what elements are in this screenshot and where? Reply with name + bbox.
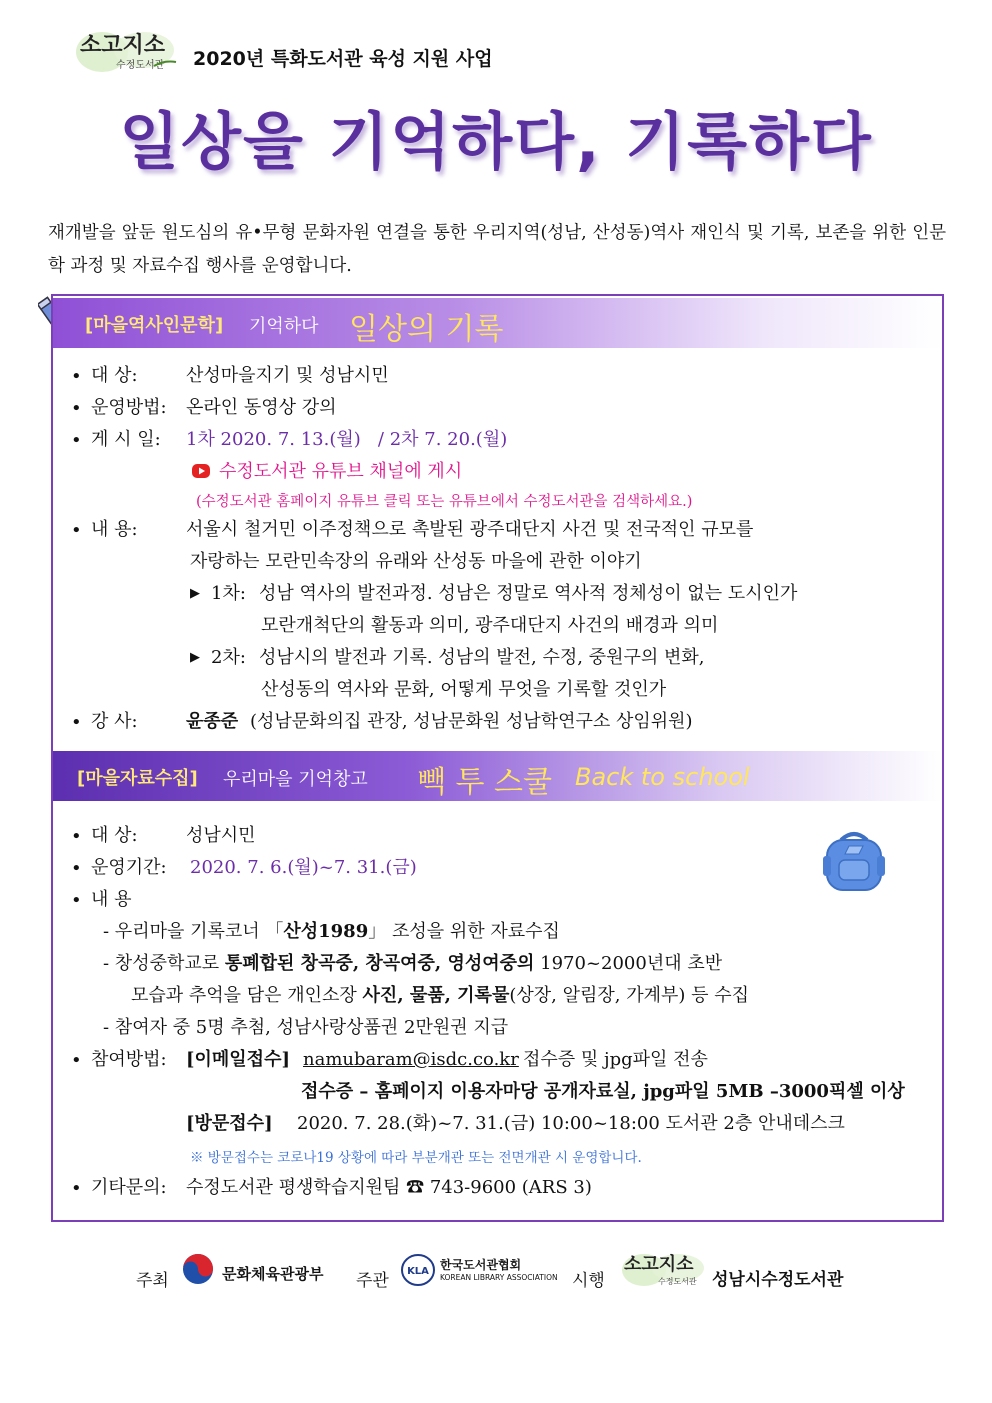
s1-c2-label: 2차: [211,647,246,668]
youtube-icon [191,463,211,483]
s1-c2-line2: 산성동의 역사와 문화, 어떻게 무엇을 기록할 것인가 [261,679,667,700]
taegeuk-icon [181,1252,215,1290]
s2-content-label: 내 용 [91,889,132,910]
bullet: • [71,366,82,387]
section2-header [53,751,942,801]
s2-target-label: 대 상: [91,825,138,846]
s2-target: 성남시민 [186,825,256,846]
s1-post-dates: 1차 2020. 7. 13.(월) / 2차 7. 20.(월) [186,429,508,450]
info-box [51,294,944,1222]
s1-c1-label: 1차: [211,583,246,604]
s1-method: 온라인 동영상 강의 [186,397,337,418]
s1-lecturer-info: (성남문화의집 관장, 성남문화원 성남학연구소 상임위원) [250,711,693,732]
s2-apply-label: 참여방법: [91,1049,167,1070]
s1-target-label: 대 상: [91,365,138,386]
host-name: 문화체육관광부 [222,1265,324,1283]
s1-content-1: 서울시 철거민 이주정책으로 촉발된 광주대단지 사건 및 전국적인 규모를 [186,519,754,540]
organizer-english: KOREAN LIBRARY ASSOCIATION [440,1273,558,1282]
operator-label: 시행 [572,1271,605,1291]
s2-email-tag: [이메일접수] [186,1049,290,1070]
bullet: • [71,712,82,733]
s1-c1-line2: 모란개척단의 활동과 의미, 광주대단지 사건의 배경과 의미 [261,615,719,636]
bullet: • [71,890,82,911]
s1-content-2: 자랑하는 모란민속장의 유래와 산성동 마을에 관한 이야기 [190,551,642,572]
host-label: 주최 [136,1271,169,1291]
s1-c2-line1: 성남시의 발전과 기록. 성남의 발전, 수정, 중원구의 변화, [259,647,705,668]
triangle-icon: ▶ [190,586,200,601]
section1-mid: 기억하다 [249,316,319,337]
s1-post-label: 게 시 일: [91,429,161,450]
youtube-note: (수정도서관 홈페이지 유튜브 클릭 또는 유튜브에서 수정도서관을 검색하세요.) [196,494,693,510]
library-logo [72,22,184,74]
intro-text: 재개발을 앞둔 원도심의 유•무형 문화자원 연결을 통한 우리지역(성남, 산성동)역사 재인식 및 기록, 보존을 위한 인문학 과정 및 자료수집 행사를 운영합니다. [48,223,946,276]
s2-email-rest: 접수증 및 jpg파일 전송 [523,1049,708,1070]
s2-visit-note: ※ 방문접수는 코로나19 상황에 따라 부분개관 또는 전면개관 시 운영합니다. [190,1150,642,1166]
bullet: • [71,430,82,451]
s2-item2-cont: 모습과 추억을 담은 개인소장 사진, 물품, 기록물(상장, 알림장, 가계부) 등 수집 [131,985,749,1006]
section1-header [53,298,942,348]
organizer-name: 한국도서관협회 [440,1258,522,1272]
s1-content-label: 내 용: [91,519,138,540]
bullet: • [71,520,82,541]
s2-item1: - 우리마을 기록코너 「산성1989」 조성을 위한 자료수집 [103,921,560,942]
triangle-icon: ▶ [190,650,200,665]
bullet: • [71,398,82,419]
kla-abbr: KLA [407,1266,429,1277]
section2-english-title: Back to school [575,763,750,791]
s2-etc: 수정도서관 평생학습지원팀 ☎ 743-9600 (ARS 3) [186,1177,592,1198]
operator-name: 성남시수정도서관 [712,1270,844,1290]
kla-logo [400,1252,436,1292]
organizer-label: 주관 [356,1271,389,1291]
backpack-icon [819,826,889,900]
program-title: 2020년 특화도서관 육성 지원 사업 [193,48,493,70]
s2-apply-form: 접수증 – 홈페이지 이용자마당 공개자료실, jpg파일 5MB –3000픽셀 이상 [301,1081,905,1102]
youtube-channel-link[interactable]: 수정도서관 유튜브 채널에 게시 [219,461,463,482]
bullet: • [71,1178,82,1199]
s2-item3: - 참여자 중 5명 추첨, 성남사랑상품권 2만원권 지급 [103,1017,509,1038]
s2-period: 2020. 7. 6.(월)~7. 31.(금) [190,857,417,878]
section2-tag: [마을자료수집] [77,768,198,789]
section2-mid: 우리마을 기억창고 [223,769,368,790]
bullet: • [71,858,82,879]
section1-tag: [마을역사인문학] [85,315,224,336]
main-title: 일상을 기억하다, 기록하다 [119,105,873,178]
s2-visit: 2020. 7. 28.(화)~7. 31.(금) 10:00~18:00 도서관 2층 안내데스크 [297,1113,845,1134]
s1-method-label: 운영방법: [91,397,167,418]
email-link[interactable]: namubaram@isdc.co.kr [303,1049,519,1070]
operator-logo [618,1246,710,1292]
s1-target: 산성마을지기 및 성남시민 [186,365,389,386]
s1-c1-line1: 성남 역사의 발전과정. 성남은 정말로 역사적 정체성이 없는 도시인가 [259,583,798,604]
s2-period-label: 운영기간: [91,857,167,878]
s2-item2: - 창성중학교로 통폐합된 창곡중, 창곡여중, 영성여중의 1970~2000년대 초반 [103,953,723,974]
s1-lecturer-name: 윤종준 [186,711,239,732]
bullet: • [71,826,82,847]
operator-logo-text: 소고지소 [624,1254,694,1275]
operator-logo-sub: 수정도서관 [658,1277,697,1286]
section2-title: 빽 투 스쿨 [417,765,552,800]
logo-text: 소고지소 [80,33,166,58]
s2-etc-label: 기타문의: [91,1177,167,1198]
section1-title: 일상의 기록 [349,312,504,347]
s2-visit-tag: [방문접수] [186,1113,273,1134]
s1-lecturer-label: 강 사: [91,711,138,732]
bullet: • [71,1050,82,1071]
logo-sub: 수정도서관 [116,60,165,71]
